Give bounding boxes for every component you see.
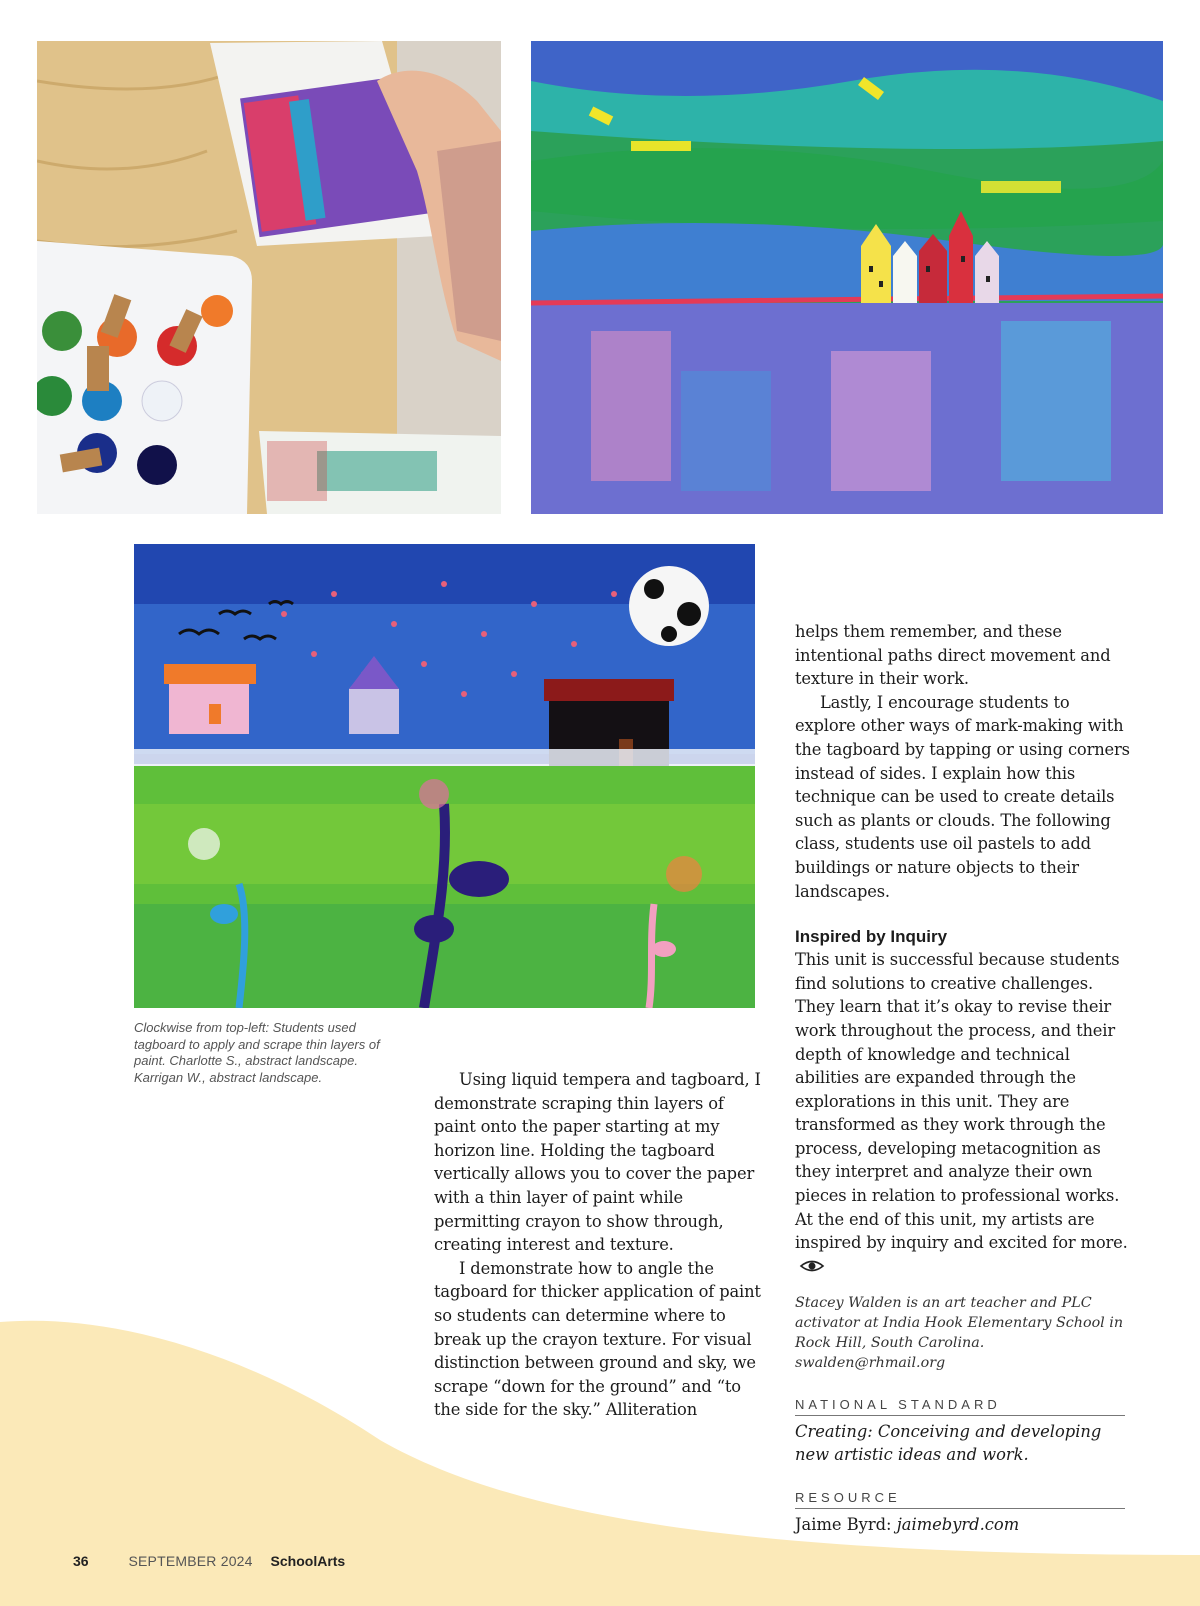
resource-entry [795,1513,1130,1536]
body-paragraph [795,948,1130,1279]
photo-landscape-moon [134,544,755,1008]
body-paragraph-continuation: helps them remember, and these intentional paths direct movement and texture in their work. [795,622,1111,689]
article-column-right [795,620,1130,1536]
resource-name: Jaime Byrd: [795,1515,892,1535]
issue-date: SEPTEMBER 2024 [128,1553,253,1569]
eye-icon [799,1256,825,1280]
page-number: 36 [73,1553,89,1569]
photo-classroom-table [37,41,501,514]
standard-label: NATIONAL STANDARD [795,1397,1125,1416]
section-subhead: Inspired by Inquiry [795,927,948,947]
author-bio: Stacey Walden is an art teacher and PLC activator at India Hook Elementary School in Rock Hill, South Carolina. swalden@rhmail.org [795,1295,1124,1372]
body-paragraph: Lastly, I encourage students to explore other ways of mark-making with the tagboard by tapping or using corners instead of sides. I explain how this technique can be used to create details such as plants or clouds. The following class, students use oil pastels to add buildings or nature objects to their landscapes. [795,692,1130,901]
photo-landscape-houses [531,41,1163,514]
resource-link[interactable]: jaimebyrd.com [896,1515,1020,1535]
body-paragraph: I demonstrate how to angle the tagboard for thicker application of paint so students can determine where to break up the crayon texture. For visual distinction between ground and sky, we scrape “down for the ground” and “to the side for the sky.” Alliteration [434,1258,761,1420]
resource-label: RESOURCE [795,1490,1125,1509]
magazine-name: SchoolArts [270,1553,346,1569]
article-column-middle [434,1068,764,1422]
photo-caption: Clockwise from top-left: Students used tagboard to apply and scrape thin layers of paint. Charlotte S., abstract landscape. Karrigan W., abstract landscape. [134,1020,380,1085]
body-paragraph: Using liquid tempera and tagboard, I demonstrate scraping thin layers of paint onto the paper starting at my horizon line. Holding the tagboard vertically allows you to cover the paper with a thin layer of paint while permitting crayon to show through, creating interest and texture. [434,1070,761,1255]
standard-text: Creating: Conceiving and developing new artistic ideas and work. [795,1422,1102,1465]
body-paragraph-text: This unit is successful because students find solutions to creative challenges. They learn that it’s okay to revise their work throughout the process, and their depth of knowledge and technical abilities are expanded through the explorations in this unit. They are transformed as they work through the process, developing metacognition as they interpret and analyze their own pieces in relation to professional works. At the end of this unit, my artists are inspired by inquiry and excited for more. [795,950,1128,1253]
page-footer [73,1553,345,1569]
